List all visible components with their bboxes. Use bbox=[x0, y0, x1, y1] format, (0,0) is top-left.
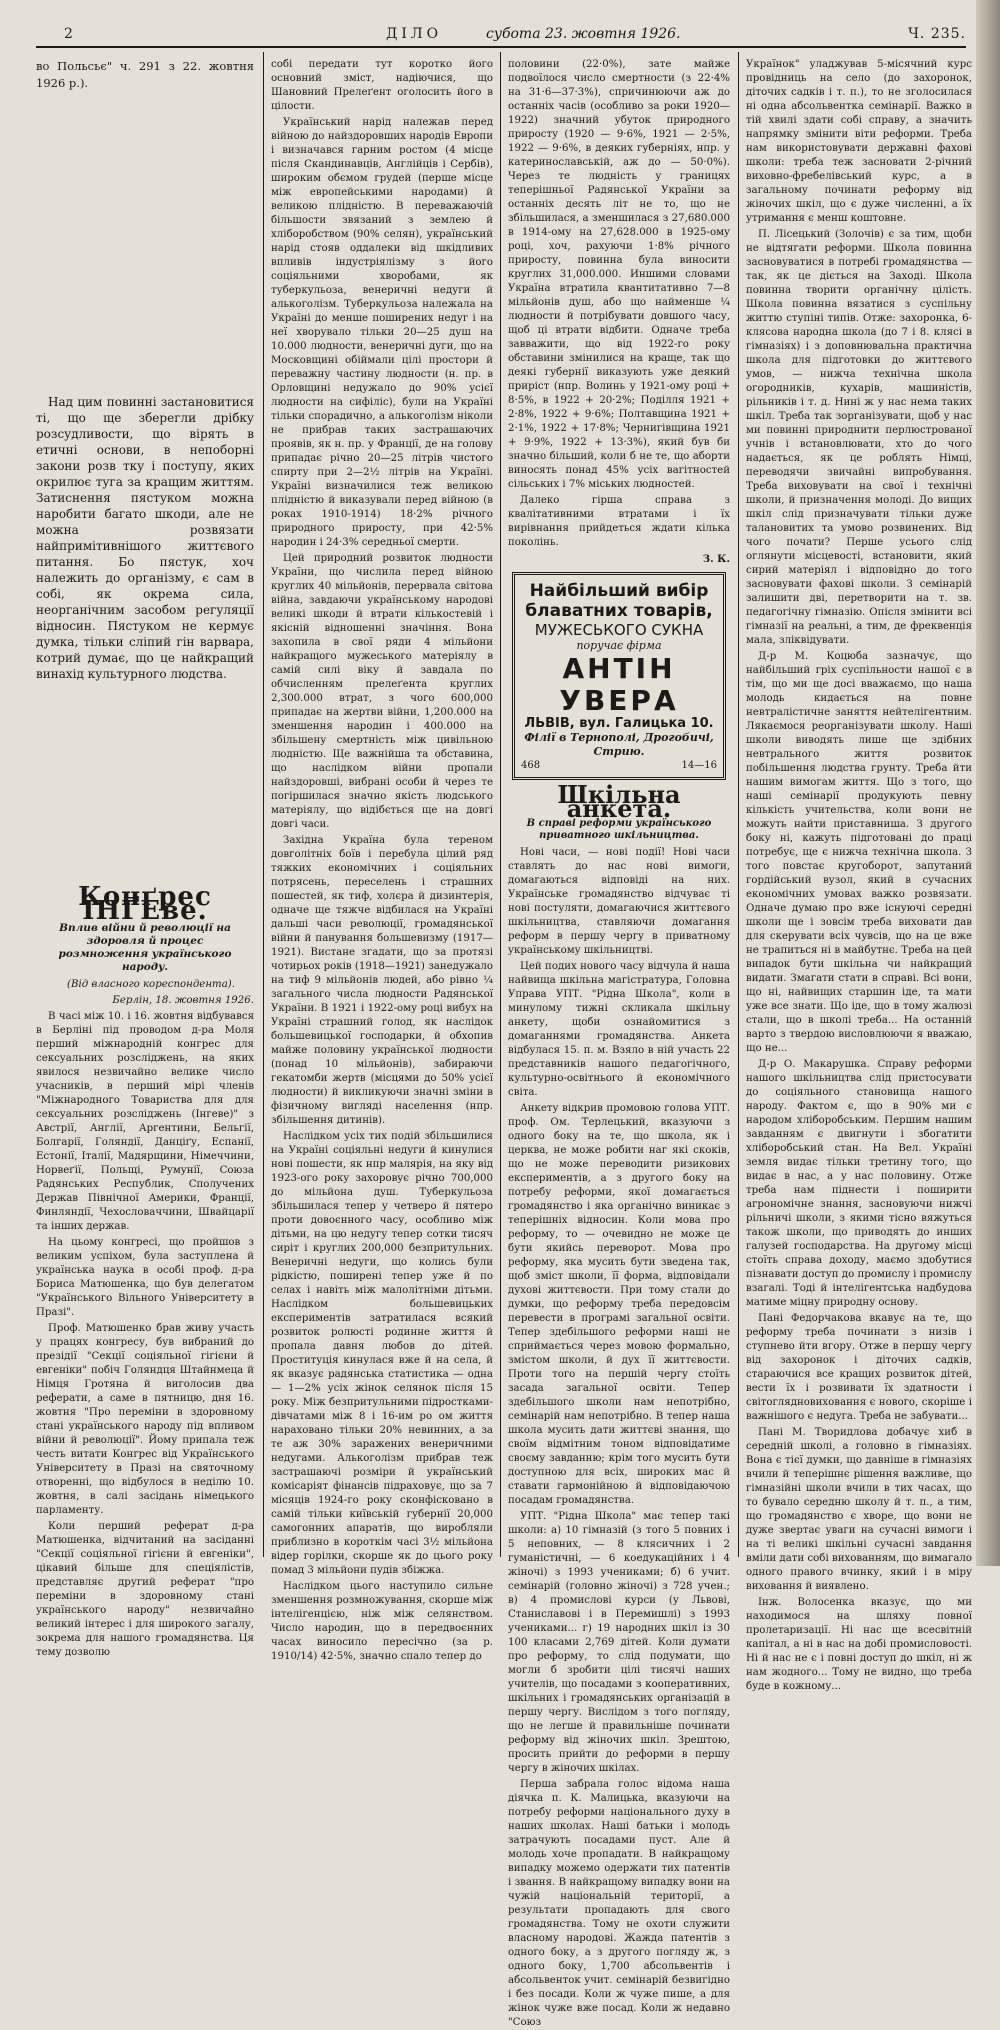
column-divider bbox=[738, 52, 739, 1557]
ad-address: ЛЬВІВ, вул. Галицька 10. bbox=[524, 716, 714, 731]
column-divider bbox=[263, 52, 264, 1557]
paragraph: Проф. Матюшенко брав живу участь у працях конгресу, був вибраний до презідії "Секції соціяльної гігієни й евгеніки" побіч Голяндця Штайнмеца й Німця Гротяна й виголосив два реферати, а саме в пятницю, дня 16. жовтня "Про переміни в здоровному стані українського народу під впливом війни й революції". Йому припала теж честь витати Конгрес від Українського Університету в Празі на святочному отворенні, що відбулося в неділю 10. жовтня, в салі засідань німецького парламенту. bbox=[36, 1323, 254, 1516]
blank-space bbox=[36, 684, 254, 884]
ad-number-left: 468 bbox=[521, 760, 541, 771]
ad-company-name: АНТІН УВЕРА bbox=[559, 652, 679, 717]
congress-subheadline: Вплив війни й революції на здоровля й процес розмноження українського народу. bbox=[58, 922, 232, 973]
paragraph: Цей подих нового часу відчула й наша найвища шкільна магістратура, Головна Управа УПТ. "Рідна Школа", коли в минулому тижні скликала шкільну анкету, щоби ознайомитися з домаганнями громадянства. Анкета відбулася 15. п. м. Взяло в ній участь 22 представників нашого педагогічного, культурно-освітнього й економічного світа. bbox=[508, 961, 730, 1098]
page-edge bbox=[976, 0, 1000, 1566]
ad-line-1: Найбільший вибір bbox=[529, 581, 709, 601]
paragraph: В часі між 10. і 16. жовтня відбувався в Берліні під проводом д-ра Моля перший міжнародній конгрес для сексуальних розсліджень, на яких явилося незвичайно велике число учасників, в перший мірі членів "Міжнародного Товариства для для сексуальних розсліджень (Інгеве)" з Австрії, Англії, Аргентини, Бельгії, Болгарії, Голяндії, Данціґу, Еспанії, Естонії, Італії, Мадярщини, Німеччини, Норвеґії, Польщі, Румунії, Союза Радянських Республик, Сполучених Держав Північної Америки, Франції, Финляндії, Чехословаччини, Швайцарії та інших держав. bbox=[36, 1011, 254, 1232]
paragraph: На цьому конгресі, що пройшов з великим успіхом, була заступлена й українська наука в особі проф. д-ра Бориса Матюшенка, що був делегатом "Українського Вільного Університету в Празі". bbox=[36, 1237, 254, 1318]
issue-date: субота 23. жовтня 1926. bbox=[486, 26, 681, 42]
paragraph: УПТ. "Рідна Школа" має тепер такі школи: а) 10 гімназій (з того 5 повних і 5 неповних, — 8 клясичних і 2 гуманістичні, — 6 коедукаційних і 4 жіночі) з 1993 учениками; б) 6 учит. семінарій (головно жіночі) з 728 учен.; в) 4 промислові курси (у Львові, Станиславові і в Перемишлі) з 1993 учениками... г) 19 народних шкіл із 30 100 класами 2,769 дітей. Коли думати про реформу, то слід подумати, що могли б зробити цілі тисячі наших учителів, що посадами з кооперативних, шкільних і громадянських організацій в першу чергу. Вислідом з того погляду, що не легше й правильніше починати реформу від жіночих шкіл. Зрештою, просить прийти до реформи в першу чергу в жіночих шкілах. bbox=[508, 1511, 730, 1774]
paragraph: Д-р М. Коцюба зазначує, що найбільший гріх суспільности нашої є в тім, що ми ще досі вважаємо, що наша молодь кидається на повне невтралістичне заняття нейтелігентним. Лякаємося реорганізувати школу. Наші школи виводять лише ще здібних невтрального життя розвиток побільшення людства грунту. Треба йти нашим вимогам життя. Що з того, що наші семінарії продукують певну кількість учительства, коли вони не можуть найти приставниша. З другого боку ні, кажуть підготовані до праці потребує, ще є нижча технічна школа. З того повстає кругоборот, запутаний гордійський вузол, який в сучасних економічних умовах важко розвязати. Одначе думаю про вже існуючі середні школи ще і зовсім треба виховати дав для скерувати всіх чувсів, що на це вже не трапиться ні в майбутнє. Треба на цей випадок бути шкільна чи найкращий видати. Змагати стати в справі. Всі вони, що ні, найвищих старшин іде, та мати уже все знати. Що іде, що в тому жалюзі стали, що в школі треба... На останній варто з твердою висловлюючи я вважаю, що не... bbox=[746, 651, 972, 1054]
paragraph: Український нарід належав перед війною до найздоровших народів Европи і визначався гарним ростом (4 місце після Скандинавців, Англійців і Сербів), широким обємом грудей (перше місце між европейськими народами) й великою плідністю. В переважаючій більшости звязаний з землею й хліборобством (90% селян), український нарід стояв оддалеки від шкідливих впливів індустріялізму з його соціяльними хворобами, як туберкульоза, венеричні недуги й алькоголізм. Туберкульоза належала на Україні до менше поширених недуг і на неї хворувало тільки 20—25 душ на 10.000 людности, венеричні дуги, що на Московщині обіймали цілі простори й переважну частину людности (н. пр. в Орловщині недужало до 90% усієї людности на сифіліс), були на Україні тільки спорадично, а алькоголізм ніколи не прибрав таких застрашаючих проявів, як н. пр. у Франції, де на голову припадає річно 20—25 літрів чистого спирту при 2—2½ літрів на Україні. Україні визначилися теж великою плідністю й виказували перед війною (в роках 1910-1914) 18·2% річного природного приросту, при 42·5% народин і 24·3% середньої смерти. bbox=[271, 117, 493, 548]
paragraph: П. Лісецький (Золочів) є за тим, щоби не відтягати реформи. Школа повинна засновуватися в потребі громадянства — так, як це діється на Заході. Школа повинна творити органічну цілість. Школа повинна вязатися з суспільну життю ступіні типів. Отже: захоронка, 6-клясова народна школа (до 7 і 8. клясі в гімназіях) і з доповнювальна практична школа для підготовки до життєвого умов, — нижча технічна школа огородників, кухарів, машиністів, рільників і т. д. Нині ж у нас нема таких шкіл. Треба так зорганізувати, щоб у нас ми повинні природнити перлюстрованої учнів і встановлювати, хто до чого надається, як це роблять Німці, переводячи звичайні випробування. Треба виховувати на свої і технічні школи, й призначення молоді. До вищих шкіл слід призначувати тільки дуже талановитих та умово розвинених. Від чого почати? Перше усього слід оглянути місцевості, встановити, який сирий матеріял і відповідно до того засновувати фахові школи. З семінарій залишити дві, перетворити на т. зв. педагогічну гімназію. Опісля змінити всі гімназії на реальні, а тим, де фреквенція мала, зліквідувати. bbox=[746, 229, 972, 646]
top-reference: во Польсьє" ч. 291 з 22. жовтня 1926 р.). bbox=[36, 59, 254, 90]
article-conclusion: Над цим повинні застановитися ті, що ще зберегли дрібку розсудливости, що вірять в етичні основи, в непоборні закони розв тку і поступу, яких окрилює туга за кращим життям. Затиснення пястуком можна наробити багато шкоди, але не можна розвязати найпримітивнішого життєвого питання. Бо пястук, хоч належить до організму, є сам в собі, як окрема сила, неорганічним засобом регуляції відносин. Пястуком не кермує думка, тільки сліпий гін варвара, котрий думає, що це найкращий винахід культурного людства. bbox=[36, 395, 254, 681]
ad-number-right: 14—16 bbox=[681, 760, 717, 771]
paragraph: Західна Україна була тереном довголітніх боїв і перебула цілий ряд тяжких економічних і соціяльних потрясень, переселень і страшних пошестей, як тиф, холєра й дизинтерія, одначе ще тяжче відбилася на Україні дальші часи революції, громадянської війни й панування большевизму (1917—1921). Вистане згадати, що за протязі чотирьох років (1918—1921) занедужало на тиф 9 мільйонів людей, або рівно ¼ загального числа людности Радянської України. В 1921 і 1922-ому році вибух на Україні страшний голод, як наслідок большевицької господарки, й обхопив майже половину української людности (понад 10 мільйонів), забираючи гекатомби жертв (місцями до 50% усієї людности) й викликуючи значні зміни в фізичному вигляді населення (нпр. збільшення дитинів). bbox=[271, 835, 493, 1126]
paragraph: Наслідком цього наступило сильне зменшення розмножування, скорше між інтелігенцією, ніж між селянством. Число народин, що в передвоєнних часах виносило пересічно (за р. 1910/14) 42·5%, значно спало тепер до bbox=[271, 1581, 493, 1662]
survey-subheadline: В справі реформи українського приватного шкільництва. bbox=[526, 818, 712, 841]
ad-branches: Філії в Тернополі, Дрогобичі, Стрию. bbox=[524, 731, 714, 758]
ad-line-2: блаватних товарів, bbox=[525, 601, 713, 621]
correspondent-note: (Від власного кореспондента). bbox=[67, 979, 235, 990]
ad-line-3: МУЖЕСЬКОГО СУКНА bbox=[534, 621, 704, 639]
paragraph: Цей природний розвиток людности України, що числила перед війною круглих 40 мільйонів, перервала світова війна, завдаючи українському народові великі шкоди й втрати кількостевій і якісній відношенні значіння. Вона захопила в свої ряди 4 мільйони найкращого мужеського матеріялу в самій силі віку й завдала по обчисленням прелеґента круглих 2,300.000 втрат, з чого 600,000 припадає на жертви війни, 1,200.000 на зменшення народин і 400.000 на збільшену смертність між цивільною людністю. Ще важнійша та обставина, що наслідком війни пропали найздоровші, вибрані особи й через те погіршилася значно якість людського матеріялу, що відібється ще на довгі довгі часи. bbox=[271, 553, 493, 830]
survey-headline: Шкільна анкета. bbox=[557, 780, 681, 823]
paragraph: собі передати тут коротко його основний зміст, надіючися, що Шановний Прелеґент оголосить його в цілости. bbox=[271, 59, 493, 112]
paragraph: Коли перший реферат д-ра Матюшенка, відчитаний на засіданні "Секції соціяльної гігієни й евгеніки", цікавий більше для спеціялістів, представляє другий реферат "про переміни в здоровному стані українського народу" незвичайно великий інтерес і для широкого загалу, зокрема для нашого громадянства. Ця тему дозволю bbox=[36, 1521, 254, 1658]
column-divider bbox=[500, 52, 501, 1557]
column-3 bbox=[508, 58, 730, 2028]
paragraph: Д-р О. Макарушка. Справу реформи нашого шкільництва слід пристосувати до соціяльного становища нашого народу. Фактом є, що в 90% ми є народом хліборобським. Першим нашим завданням є двигнути і збогатити хліборобський стан. На Вел. Україні земля видає тільки третину того, що видає в нас, а у нас половину. Отже треба нам піднести і поширити агрономічне знання, засновуючи нижчі рільничі школи, з якими тісно вяжуться також школи, що приводять до инших галузей господарства. На другому місці стоїть справа доходу, маємо здобутися пізнавати доступ до промислу і промислу взагалі. Тоді й інтелігентська надбудова матиме міцну природну основу. bbox=[746, 1059, 972, 1308]
paragraph: Далеко гірша справа з квалітативними втратами і їх вирівнання прийдеться ждати кілька поколінь. bbox=[508, 495, 730, 548]
page-header bbox=[36, 24, 966, 46]
header-rule bbox=[36, 46, 966, 48]
blank-space bbox=[36, 94, 254, 394]
column-2 bbox=[271, 58, 493, 1662]
paragraph: Наслідком усіх тих подій збільшилися на Україні соціяльні недуги й кинулися нові пошести, як нпр малярія, на яку від 1923-ого року захоровує річно 700,000 до мільйона душ. Туберкульоза збільшилася тепер у четверо й пятеро проти довоєнного часу, особливо між дітьми, на цю недугу тепер сотки тисяч сиріт і круглих 200,000 безпритульних. Венеричні недуги, що колись були рідкістю, поширені тепер уже й по селах і навіть між малолітніми дітьми. Наслідком большевицьких експериментів затратилася всякий розвиток ролюсті родинне життя й пропала давня любов до дітей. Проституція кинулася вже й на села, й як вказує радянська статистика — одна— 1—2% усіх жінок селянок після 15 року. Між безпритульними підростками-дівчатами між 8 і 16-им ро ом життя нараховано тільки 20% невинних, а за те аж 30% заражених венеричними недугами. Алькоголізм прибрав теж застрашаючі розміри й український комісаріят фінансів підраховує, що за 7 місяців 1924-го року сконфісковано в самій тільки київській губернії 20,000 самогонних апаратів, що виробляли приблизно в короткім часі 3½ мільйона відер горілки, скорше як до цього року помад 3 мільйони пудів збіжжа. bbox=[271, 1131, 493, 1576]
ad-line-4: поручає фірма bbox=[576, 639, 662, 652]
masthead-title: ДІЛО bbox=[386, 26, 443, 42]
paragraph: Перша забрала голос відома наша діячка п. К. Малицька, вказуючи на потребу реформи національного духу в наших школах. Наші батьки і молодь затрачують посадами пуст. Але й молодь хоче пропадати. В найкращому випадку можемо одержати тих патентів і звання. В найкращому випадку вони на чужій національній території, а результати пропадають для свого громадянства. Тому не охоти служити власному народові. Жажда патентів з одного боку, а з другого погляду ж, з одного боку, 1,700 абсольвентів і абсольвенток учит. семінарій безвигідно і без посади. Коли ж чуже пише, а для жінок чуже вже посад. Коли ж недавно "Союз bbox=[508, 1779, 730, 2028]
paragraph: Пані М. Творидлова добачує хиб в середній школі, а головно в гімназіях. Вона є тієї думки, що давніше в гімназіях вчили й теперішнє рішення важливе, що гімназійні школи вчили в тих часах, що то бувало середню школу й т. п., а тим, що громадянство є хворе, що вони не дуже звертає уваги на сучасні вимоги і на ті великі шкільні сучасні завдання вміли дати собі вихованням, що вимагало одного правого вчинку, який і в міру виховання й виявлено. bbox=[746, 1427, 972, 1592]
column-1 bbox=[36, 58, 254, 1658]
paragraph: Пані Федорчакова вкавує на те, що реформу треба починати з низів і ступнево йти вгору. Отже в першу чергу від захоронок і діточих садків, стараючися все кращих розвиток дітей, вести їх і розвивати їх здатности і світоглядновиховання є нового, скоріше і важнішого є недуга. Треба не забувати... bbox=[746, 1313, 972, 1422]
column-4 bbox=[746, 58, 972, 1692]
dateline: Берлін, 18. жовтня 1926. bbox=[112, 995, 254, 1006]
paragraph: Інж. Волосенка вказує, що ми находимося на шляху повної пролетаризації. Ні нас ще всесвітній капітал, а ні в нас на добі промисловості. Ні й нас не є і повні доступ до шкіл, ні ж нам жодного... Тому не видно, що треба буде в кожному... bbox=[746, 1597, 972, 1692]
issue-number: Ч. 235. bbox=[908, 26, 966, 42]
advertisement bbox=[512, 572, 726, 780]
author-signature: З. К. bbox=[702, 553, 730, 565]
paragraph: Українок" уладжував 5-місячний курс провідниць на село (до захоронок, діточих садків і т. п.), то не зголосилася ні одна абсольвентка семінарії. Важко в тій хвилі здати собі справу, а значить напрямку змінити віти реформи. Треба нам використовувати державні фахові школи: треба теж засновати 2-річний виховно-фребелівський курс, а в загальному починати реформу від жіночих шкіл, що є дуже численні, а їх утримання є менш коштовне. bbox=[746, 59, 972, 224]
paragraph: половини (22·0%), зате майже подвоїлося число смертности (з 22·4% на 31·6—37·3%), спричинюючи аж до останніх часів (особливо за роки 1920—1922) значний убуток природного приросту (1920 — 9·6%, 1921 — 2·5%, 1922 — 9·6%, в деяких губерніях, нпр. у катеринославській, аж до — 50·0%). Через те людність у границях теперішньої Радянської України за останніх десять літ не то, що не збільшилася, а зменшилася з 27,680.000 в 1914-ому на 27,628.000 в 1925-ому році, хоч, рахуючи 1·8% річного приросту, повинна була виносити круглих 31,000.000. Иншими словами Україна втратила квантитативно 7—8 мільйонів душ, або що найменше ¼ людности й потрібувати довшого часу, щоб ці втрати відбити. Одначе треба завважити, що від 1922-го року обставини змінилися на краще, так що деякі губернії виказують уже деякий приріст (нпр. Волинь у 1921-ому році + 8·5%, в 1922 + 20·2%; Поділля 1921 + 2·8%, 1922 + 9·6%; Полтавщина 1921 + 2·1%, 1922 + 17·8%; Чернигівщина 1921 + 9·9%, 1922 + 13·3%), який був би значно більший, коли б не те, що аборти виносять понад 45% усіх вагітностей сільських і 7% міських людностей. bbox=[508, 59, 730, 490]
congress-headline: Конґрес ІНҐЕве. bbox=[78, 882, 212, 926]
paragraph: Анкету відкрив промовою голова УПТ. проф. Ом. Терлецький, вказуючи з одного боку на те, що школа, як і церква, не може робити наг які скоків, що не може переводити ризикових експериментів, а з другого боку на потребу реформи, якої домагається громадянство і яка органічно виникає з теперішніх відносин. Коли мова про реформу, то — очевидно не може це бути якийсь переворот. Мова про реформу, яка мусить бути зведена так, щоб зміст школи, її форма, відповідали духові життєвости. При тому стали до думки, що реформу треба передовсім перевести в програмі загальної освіти. Тепер здебільшого реформи наші не сприймається через мовою формально, змістом школи, й дух її життєвости. Проти того на першій чергу стоїть засада загальної освіти. Тепер здебільшого школи нам непотрібно, семінарій нам непотрібно. В тепер наша школа мусить дати життєві знання, що своїм відмітним тоном відповідатиме своєму завданню; крім того мусить бути доступною для всіх, широких мас й ставати гармонійною й відповідаючою посадам громадянства. bbox=[508, 1103, 730, 1506]
page-number: 2 bbox=[64, 26, 74, 42]
paragraph: Нові часи, — нові події! Нові часи ставлять до нас нові вимоги, домагаються відповіді на них. Українське громадянство відчуває ті нові постуляти, домагаючися життєвого шкільництва, ставляючи домагання реформ в першу чергу в приватному українському шкільництві. bbox=[508, 847, 730, 956]
